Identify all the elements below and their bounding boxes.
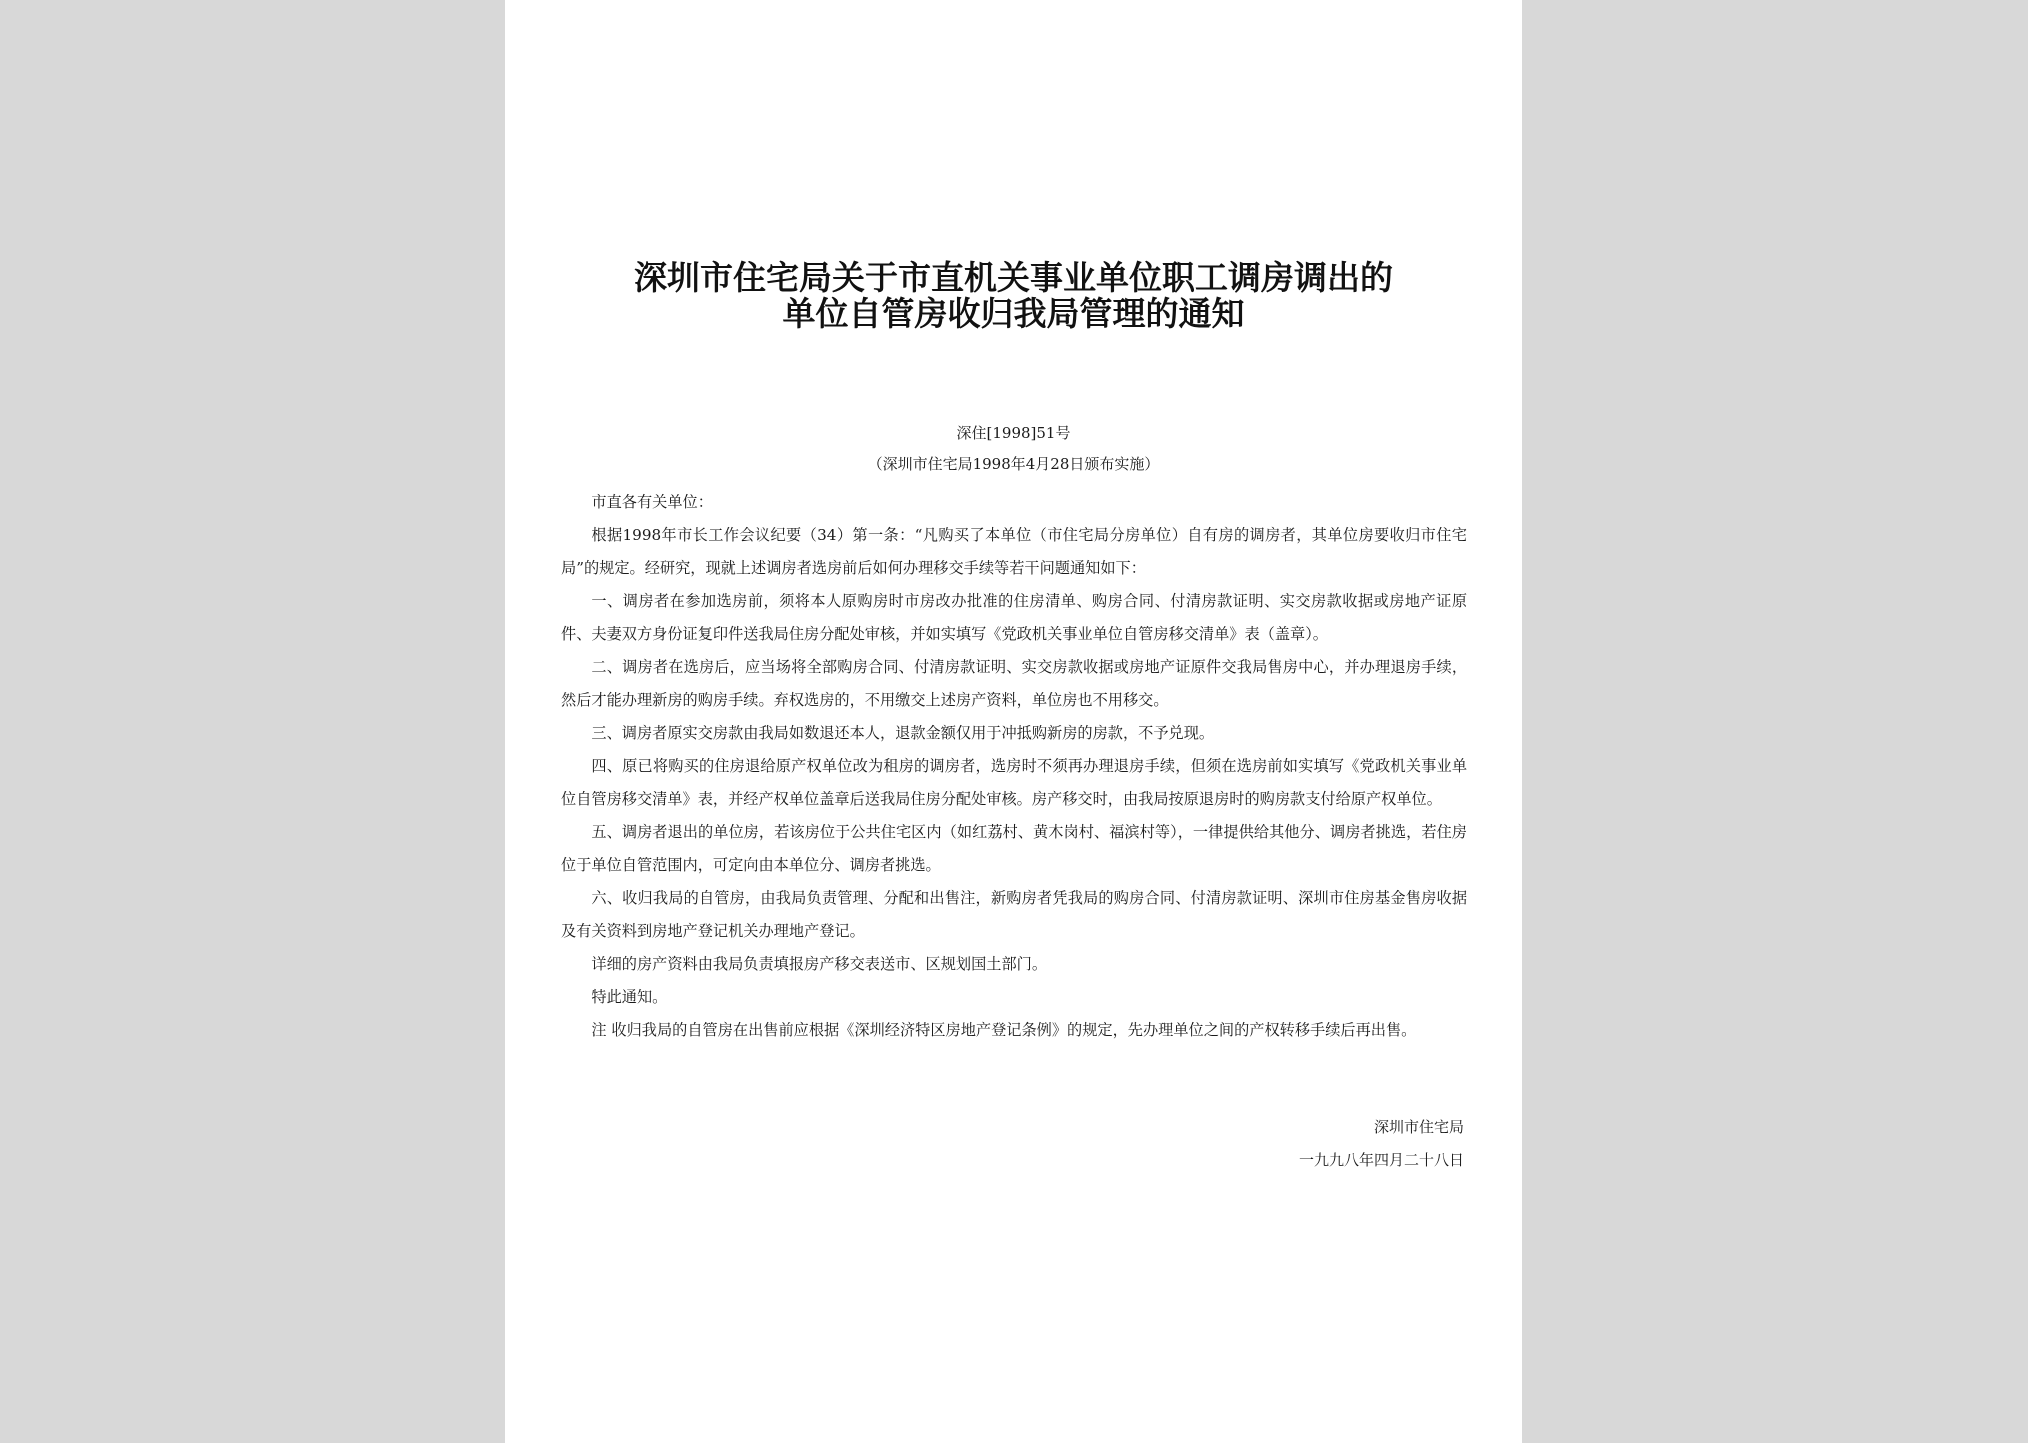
signature-organization: 深圳市住宅局	[1373, 1118, 1464, 1136]
paragraph-item-3: 三、调房者原实交房款由我局如数退还本人，退款金额仅用于冲抵购新房的房款，不予兑现。	[591, 724, 1215, 742]
signature-block	[1299, 1111, 1464, 1177]
paragraph-item-2: 二、调房者在选房后，应当场将全部购房合同、付清房款证明、实交房款收据或房地产证原件交我局售房中心，并办理退房手续，然后才能办理新房的购房手续。弃权选房的，不用缴交上述房产资料，单位房也不用移交。	[561, 658, 1467, 709]
paragraph-item-5: 五、调房者退出的单位房，若该房位于公共住宅区内（如红荔村、黄木岗村、福滨村等），一律提供给其他分、调房者挑选，若住房位于单位自管范围内，可定向由本单位分、调房者挑选。	[561, 823, 1467, 874]
document-page	[505, 0, 1522, 1443]
title-line-2: 单位自管房收归我局管理的通知	[782, 294, 1245, 333]
paragraph-note: 注 收归我局的自管房在出售前应根据《深圳经济特区房地产登记条例》的规定，先办理单位之间的产权转移手续后再出售。	[591, 1021, 1417, 1039]
document-body	[561, 486, 1467, 1047]
paragraph-details: 详细的房产资料由我局负责填报房产移交表送市、区规划国土部门。	[591, 955, 1048, 973]
salutation: 市直各有关单位：	[591, 493, 713, 511]
paragraph-item-1: 一、调房者在参加选房前，须将本人原购房时市房改办批准的住房清单、购房合同、付清房款证明、实交房款收据或房地产证原件、夫妻双方身份证复印件送我局住房分配处审核，并如实填写《党政机关事业单位自管房移交清单》表（盖章）。	[561, 592, 1467, 643]
document-number: 深住[1998]51号	[956, 424, 1071, 442]
signature-date: 一九九八年四月二十八日	[1298, 1151, 1464, 1169]
paragraph-item-6: 六、收归我局的自管房，由我局负责管理、分配和出售注，新购房者凭我局的购房合同、付清房款证明、深圳市住房基金售房收据及有关资料到房地产登记机关办理地产登记。	[561, 889, 1467, 940]
promulgation-note: （深圳市住宅局1998年4月28日颁布实施）	[867, 455, 1160, 473]
document-title	[565, 260, 1462, 332]
paragraph-closing: 特此通知。	[591, 988, 668, 1006]
title-line-1: 深圳市住宅局关于市直机关事业单位职工调房调出的	[634, 258, 1393, 297]
paragraph-intro: 根据1998年市长工作会议纪要（34）第一条：“凡购买了本单位（市住宅局分房单位）自有房的调房者，其单位房要收归市住宅局”的规定。经研究，现就上述调房者选房前后如何办理移交手续等若干问题通知如下：	[561, 526, 1467, 577]
paragraph-item-4: 四、原已将购买的住房退给原产权单位改为租房的调房者，选房时不须再办理退房手续，但须在选房前如实填写《党政机关事业单位自管房移交清单》表，并经产权单位盖章后送我局住房分配处审核。房产移交时，由我局按原退房时的购房款支付给原产权单位。	[561, 757, 1467, 808]
